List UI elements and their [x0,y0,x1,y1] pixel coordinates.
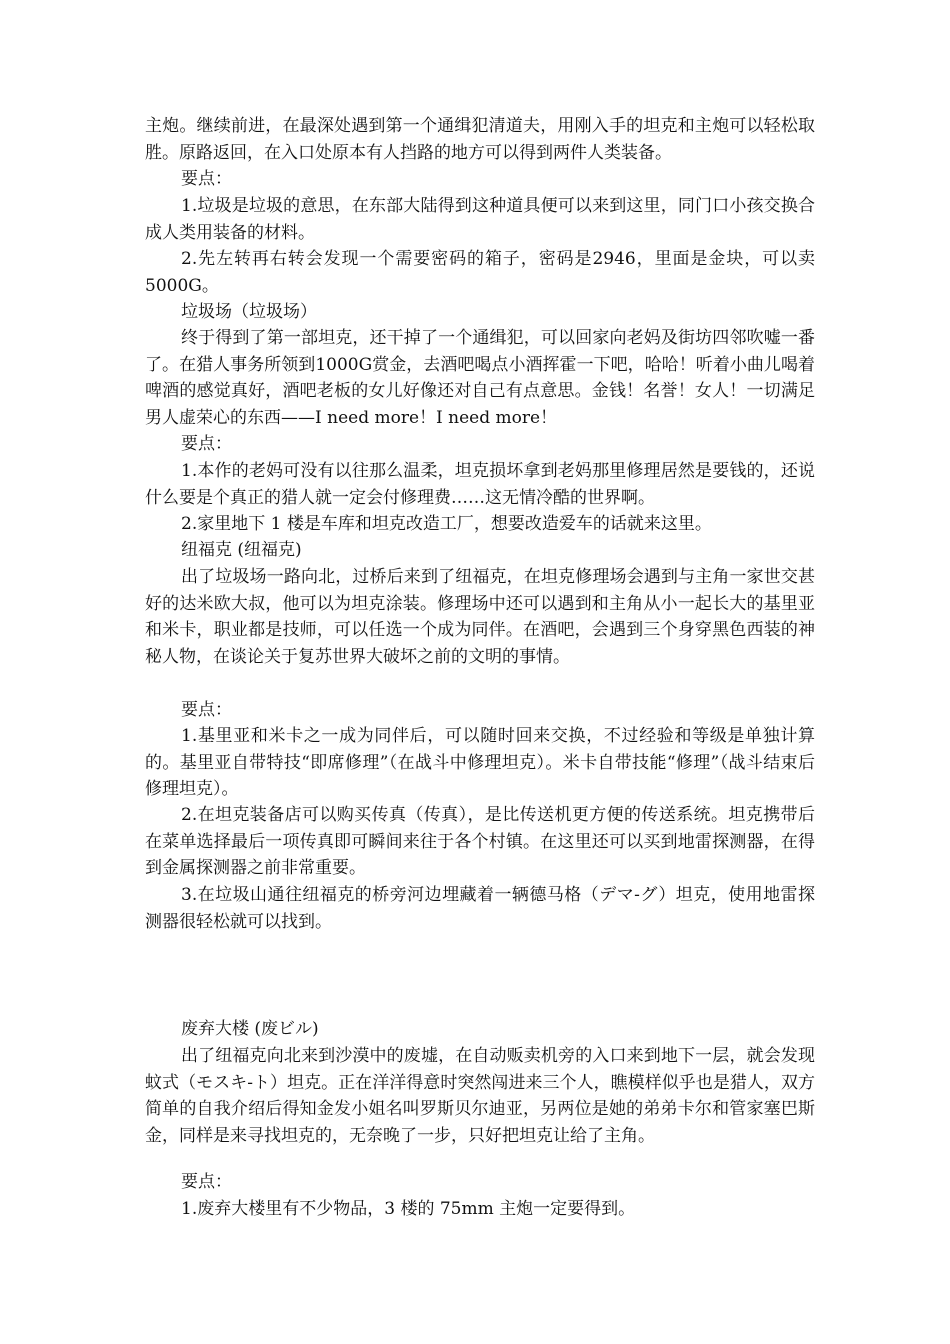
body-paragraph: 终于得到了第一部坦克，还干掉了一个通缉犯，可以回家向老妈及街坊四邻吹嘘一番了。在猎人事务所领到1000G赏金，去酒吧喝点小酒挥霍一下吧，哈哈！听着小曲儿喝着啤酒的感觉真好，酒吧老板的女儿好像还对自己有点意思。金钱！名誉！女人！一切满足男人虚荣心的东西——I need more！I need more！ [145,328,815,428]
key-points-heading: 要点： [181,169,232,189]
section-heading: 废弃大楼 (废ビル) [181,1019,319,1039]
body-paragraph: 出了垃圾场一路向北，过桥后来到了纽福克，在坦克修理场会遇到与主角一家世交甚好的达米欧大叔，他可以为坦克涂装。修理场中还可以遇到和主角从小一起长大的基里亚和米卡，职业都是技师，可以任选一个成为同伴。在酒吧，会遇到三个身穿黑色西装的神秘人物，在谈论关于复苏世界大破坏之前的文明的事情。 [145,567,815,667]
section-heading: 垃圾场（垃圾场） [181,302,317,322]
key-points-heading: 要点： [181,1172,232,1192]
key-points-heading: 要点： [181,434,232,454]
body-paragraph: 出了纽福克向北来到沙漠中的废墟，在自动贩卖机旁的入口来到地下一层，就会发现蚊式（モスキ-ト）坦克。正在洋洋得意时突然闯进来三个人，瞧模样似乎也是猎人，双方简单的自我介绍后得知金发小姐名叫罗斯贝尔迪亚，另两位是她的弟弟卡尔和管家塞巴斯金，同样是来寻找坦克的，无奈晚了一步，只好把坦克让给了主角。 [145,1046,815,1146]
point-paragraph: 1.垃圾是垃圾的意思，在东部大陆得到这种道具便可以来到这里，同门口小孩交换合成人类用装备的材料。 [145,196,815,243]
point-paragraph: 2.家里地下 1 楼是车库和坦克改造工厂，想要改造爱车的话就来这里。 [181,514,712,534]
key-points-heading: 要点： [181,700,232,720]
point-paragraph: 1.本作的老妈可没有以往那么温柔，坦克损坏拿到老妈那里修理居然是要钱的，还说什么要是个真正的猎人就一定会付修理费……这无情冷酷的世界啊。 [145,461,815,508]
section-heading: 纽福克 (纽福克) [181,540,302,560]
point-paragraph: 1.废弃大楼里有不少物品，3 楼的 75mm 主炮一定要得到。 [181,1199,636,1219]
point-paragraph: 3.在垃圾山通往纽福克的桥旁河边埋藏着一辆德马格（デマ-グ）坦克，使用地雷探测器很轻松就可以找到。 [145,885,815,932]
point-paragraph: 2.先左转再右转会发现一个需要密码的箱子，密码是2946，里面是金块，可以卖5000G。 [145,249,815,296]
point-paragraph: 2.在坦克装备店可以购买传真（传真），是比传送机更方便的传送系统。坦克携带后在菜单选择最后一项传真即可瞬间来往于各个村镇。在这里还可以买到地雷探测器，在得到金属探测器之前非常重要。 [145,805,815,878]
paragraph-intro: 主炮。继续前进，在最深处遇到第一个通缉犯清道夫，用刚入手的坦克和主炮可以轻松取胜。原路返回，在入口处原本有人挡路的地方可以得到两件人类装备。 [145,116,815,163]
point-paragraph: 1.基里亚和米卡之一成为同伴后，可以随时回来交换，不过经验和等级是单独计算的。基里亚自带特技“即席修理”（在战斗中修理坦克）。米卡自带技能“修理”（战斗结束后修理坦克）。 [145,726,815,799]
